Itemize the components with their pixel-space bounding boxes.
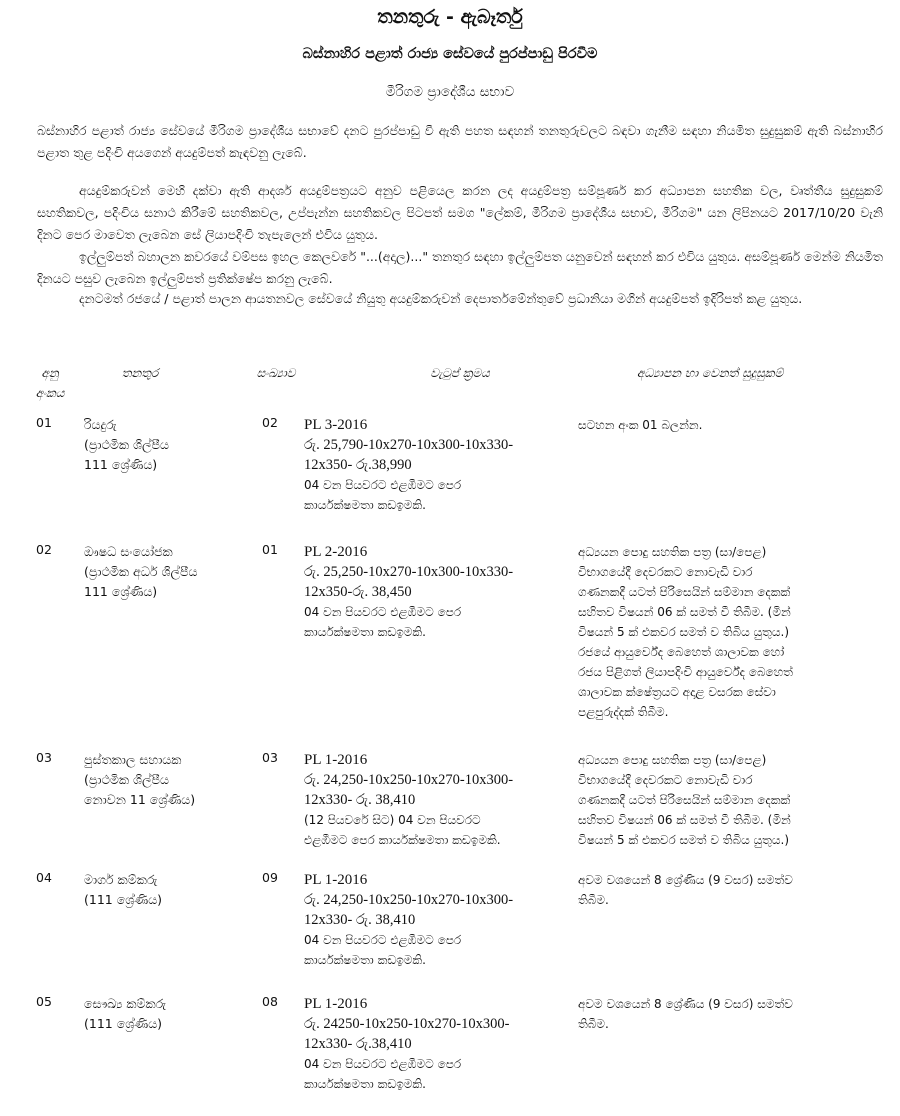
row-post [84, 415, 254, 475]
salary-note: එළඹීමට පෙර කාර්යක්ෂමතා කඩඉමකි. [304, 833, 501, 847]
post-line: 111 ශ්‍රේණිය) [84, 457, 158, 472]
qualification-line: රජයේ ආයුර්වේද බෙහෙත් ශාලාවක හෝ [578, 645, 785, 659]
qualification-line: පළපුරුද්දක් තිබීම. [578, 705, 669, 719]
post-line: ඖෂධ සංයෝජක [84, 544, 173, 559]
qualification-line: ගණනකදී යටත් පිරිසෙයින් සම්මාන දෙකක් [578, 793, 791, 807]
row-count: 09 [262, 870, 278, 885]
post-line: (111 ශ්‍රේණිය) [84, 1016, 163, 1031]
notice-title: තනතුරු - ඇබෑර්තු [377, 6, 523, 28]
salary-code: PL 2-2016 [304, 544, 368, 560]
post-line: 111 ශ්‍රේණිය) [84, 584, 158, 599]
salary-code: PL 3-2016 [304, 417, 368, 433]
salary-note: කාර්යක්ෂමතා කඩඉමකි. [304, 953, 426, 967]
qualification-line: අධ්‍යයන පොදු සහතික පත්‍ර (සා/පෙළ) [578, 545, 767, 559]
submission-paragraph: අයදුම්කරුවන් මෙහි දක්වා ඇති ආදර්ශ අයදුම්පත්‍රයට අනුව පළියෙල කරන ලද අයදුම්පත්‍ර සම්පූර්ණ කර අධ්‍යාපන සහතික වල, වෘත්තීය සුදුසුකම් සහතිකවල, පදිංචිය සනාථ කිරීමේ සහතිකවල, උප්පැන්න සහතිකවල පිටපත් සමග "ලේකම්, මීරිගම ප්‍රාදේශීය සභාව, මීරිගම" යන ලිපිනයට 2017/10/20 වැනි දිනට පෙර මාවෙත ලැබෙන සේ ලියාපදිංචි තැපැලෙන් එවිය යුතුය. [37, 183, 883, 242]
employed-applicants-paragraph: දනටමත් රජයේ / පළාත් පාලන ආයතනවල සේවයේ නියුතු අයදුම්කරුවන් දෙපාර්තමේන්තුවේ ප්‍රධානියා මගින් අයදුම්පත් ඉදිරිපත් කළ යුතුය. [79, 291, 803, 306]
salary-line: 12x350-රු. 38,450 [304, 584, 412, 600]
row-serial-no: 02 [36, 542, 52, 557]
row-serial-no: 01 [36, 415, 52, 430]
row-salary-scale [304, 994, 566, 1094]
salary-code: PL 1-2016 [304, 752, 368, 768]
qualification-line: සටහන අංක 01 බලන්න. [578, 418, 703, 432]
row-post [84, 994, 254, 1034]
qualification-line: විෂයන් 5 ක් එකවර සමත් ව තිබිය යුතුය.) [578, 625, 790, 639]
salary-note: 04 වන පියවරට එළඹීමට පෙර [304, 1057, 462, 1071]
salary-code: PL 1-2016 [304, 996, 368, 1012]
salary-note: (12 පියවරේ සිට) 04 වන පියවරට [304, 813, 481, 827]
salary-line: 12x350- රු.38,990 [304, 457, 412, 473]
row-salary-scale [304, 415, 566, 515]
salary-line: රු. 24250-10x250-10x270-10x300- [304, 1016, 510, 1032]
qualification-line: ශාලාවක ක්ෂේත්‍රයට අදාළ වසරක සේවා [578, 685, 776, 699]
post-line: නොවන 11 ශ්‍රේණිය) [84, 792, 196, 807]
qualification-line: සහිතව විෂයන් 06 ක් සමත් වී තිබීම. (මින් [578, 605, 791, 619]
council-name: මීරිගම ප්‍රාදේශීය සභාව [385, 84, 515, 100]
salary-line: රු. 24,250-10x250-10x270-10x300- [304, 892, 514, 908]
post-line: මාර්ග කම්කරු [84, 872, 158, 887]
salary-line: රු. 25,250-10x270-10x300-10x330- [304, 564, 514, 580]
salary-note: කාර්යක්ෂමතා කඩඉමකි. [304, 498, 426, 512]
qualification-line: සහිතව විෂයන් 06 ක් සමත් වී තිබීම. (මින් [578, 813, 791, 827]
qualification-line: අවම වශයෙන් 8 ශ්‍රේණිය (9 වසර) සමත්ව [578, 997, 793, 1011]
header-serial-no: අනු අංකය [35, 366, 65, 400]
row-salary-scale [304, 542, 566, 642]
envelope-paragraph: ඉල්ලුම්පත් බහාලන කවරයේ වම්පස ඉහල කෙලවරේ "...(අදාල)..." තනතුර සඳහා ඉල්ලුම්පත යනුවෙන් සඳහන් කර එවිය යුතුය. අසම්පූර්ණ මෙන්ම නියමිත දිනයට පසුව ලැබෙන ඉල්ලුම්පත් ප්‍රතික්ෂේප කරනු ලැබේ. [37, 249, 883, 286]
qualification-line: විෂයන් 5 ක් එකවර සමත් ව තිබිය යුතුය.) [578, 833, 790, 847]
row-serial-no: 03 [36, 750, 52, 765]
row-post [84, 750, 254, 810]
qualification-line: විභාගයේදී දෙවරකට නොවැඩි වාර [578, 773, 753, 787]
post-line: (111 ශ්‍රේණිය) [84, 892, 163, 907]
row-serial-no: 05 [36, 994, 52, 1009]
qualification-line: ගණනකදී යටත් පිරිසෙයින් සම්මාන දෙකක් [578, 585, 791, 599]
salary-line: රු. 25,790-10x270-10x300-10x330- [304, 437, 514, 453]
row-qualifications [578, 542, 878, 722]
post-line: (ප්‍රාථමික ශිල්පීය [84, 772, 169, 787]
row-salary-scale [304, 750, 566, 850]
salary-line: රු. 24,250-10x250-10x270-10x300- [304, 772, 514, 788]
row-qualifications [578, 994, 878, 1034]
row-serial-no: 04 [36, 870, 52, 885]
row-qualifications [578, 750, 878, 850]
salary-note: 04 වන පියවරට එළඹීමට පෙර [304, 933, 462, 947]
salary-note: කාර්යක්ෂමතා කඩඉමකි. [304, 625, 426, 639]
qualification-line: විභාගයේදී දෙවරකට නොවැඩි වාර [578, 565, 753, 579]
post-line: (ප්‍රාථමික ශිල්පීය [84, 437, 169, 452]
qualification-line: අධ්‍යයන පොදු සහතික පත්‍ර (සා/පෙළ) [578, 753, 767, 767]
row-count: 03 [262, 750, 278, 765]
post-line: රියදුරු [84, 417, 117, 432]
salary-line: 12x330- රු. 38,410 [304, 912, 416, 928]
row-count: 02 [262, 415, 278, 430]
salary-code: PL 1-2016 [304, 872, 368, 888]
row-post [84, 542, 254, 602]
salary-note: කාර්යක්ෂමතා කඩඉමකි. [304, 1077, 426, 1091]
qualification-line: රජය පිළිගත් ලියාපදිංචි ආයුර්වේද බෙහෙත් [578, 665, 793, 679]
qualification-line: තිබීම. [578, 893, 609, 907]
salary-note: 04 වන පියවරට එළඹීමට පෙර [304, 478, 462, 492]
header-qualifications: අධ්‍යාපන හා වෙනත් සුදුසුකම් [636, 366, 784, 380]
qualification-line: තිබීම. [578, 1017, 609, 1031]
row-qualifications [578, 870, 878, 910]
notice-subtitle: බස්නාහිර පළාත් රාජ්‍ය සේවයේ පුරප්පාඩු පිරවීම [302, 46, 598, 62]
header-post: තනතුර [121, 366, 159, 380]
post-line: සෞඛ්‍ය කම්කරු [84, 996, 167, 1011]
post-line: (ප්‍රාථමික අර්ධ ශිල්පීය [84, 564, 198, 579]
row-post [84, 870, 254, 910]
salary-line: 12x330- රු. 38,410 [304, 792, 416, 808]
row-count: 08 [262, 994, 278, 1009]
row-count: 01 [262, 542, 278, 557]
header-count: සංඛ්‍යාව [256, 366, 296, 380]
salary-note: 04 වන පියවරට එළඹීමට පෙර [304, 605, 462, 619]
row-salary-scale [304, 870, 566, 970]
qualification-line: අවම වශයෙන් 8 ශ්‍රේණිය (9 වසර) සමත්ව [578, 873, 793, 887]
post-line: පුස්තකාල සහායක [84, 752, 182, 767]
row-qualifications [578, 415, 878, 435]
intro-paragraph: බස්නාහිර පළාත් රාජ්‍ය සේවයේ මීරිගම ප්‍රාදේශීය සභාවේ දනට පුරප්පාඩු වී ඇති පහත සඳහන් තනතුරුවලට බඳවා ගැනීම සඳහා නියමිත සුදුසුකම් ඇති බස්නාහිර පළාත තුළ පදිංචි අයගෙන් අයදුම්පත් කැඳවනු ලැබේ. [37, 123, 883, 160]
header-salary-scale: වැටුප් ක්‍රමය [430, 366, 490, 380]
salary-line: 12x330- රු.38,410 [304, 1036, 412, 1052]
